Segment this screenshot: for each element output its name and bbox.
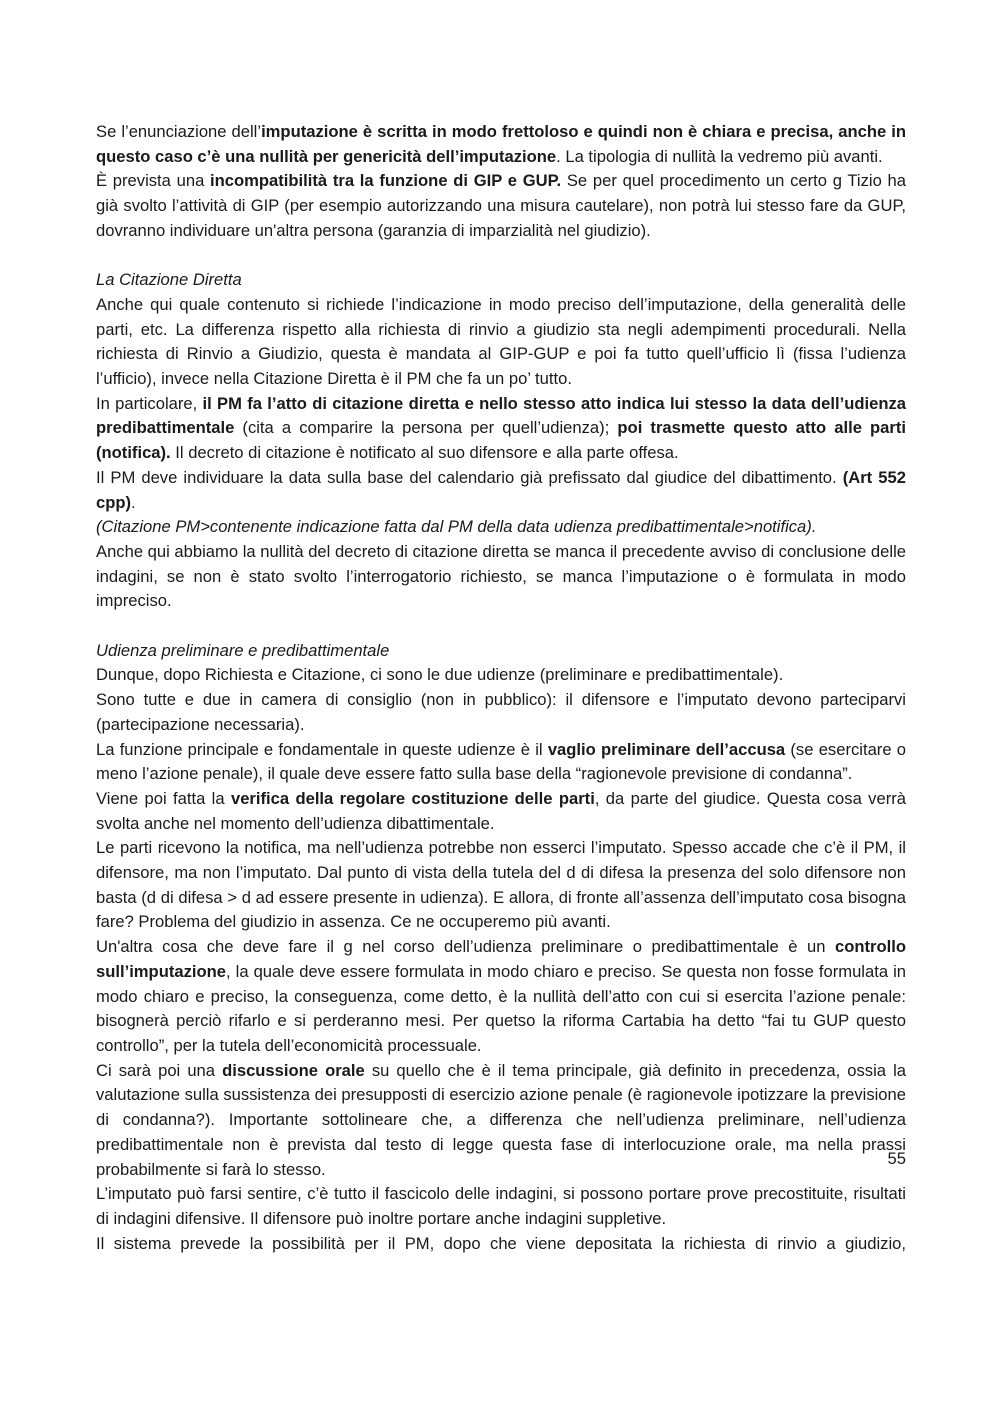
paragraph-vaglio-accusa: La funzione principale e fondamentale in queste udienze è il vaglio preliminare dell’accusa (se esercitare o meno l’azione penale), il quale deve essere fatto sulla base della “ragionevole previsione di condanna”. — [96, 739, 907, 784]
paragraph-controllo-imputazione: Un'altra cosa che deve fare il g nel corso dell’udienza preliminare o predibattimentale è un controllo sull’imputazione, la quale deve essere formulata in modo chiaro e preciso. Se questa non fosse formulata in modo chiaro e preciso, la conseguenza, come detto, è la nullità dell’atto con cui si esercita l’azione penale: bisognerà perciò rifarlo e si perderanno mesi. Per quetso la riforma Cartabia ha detto “fai tu GUP questo controllo”, per la tutela dell’economicità processuale. — [96, 937, 906, 1055]
spacer — [96, 614, 906, 639]
document-page — [96, 120, 906, 1256]
heading-citazione-diretta: La Citazione Diretta — [96, 270, 242, 290]
page-number: 55 — [887, 1149, 906, 1168]
paragraph-schema-citazione: (Citazione PM>contenente indicazione fatta dal PM della data udienza predibattimentale>notifica). — [96, 517, 817, 537]
paragraph-giudizio-assenza: Le parti ricevono la notifica, ma nell’udienza potrebbe non esserci l’imputato. Spesso accade che c’è il PM, il difensore, ma non l’imputato. Dal punto di vista della tutela del d di difesa la presenza del solo difensore non basta (d di difesa > d ad essere presente in udienza). E allora, di fronte all’assenza dell’imputato cosa bisogna fare? Problema del giudizio in assenza. Ce ne occuperemo più avanti. — [96, 838, 906, 932]
paragraph-citazione-pm: In particolare, il PM fa l’atto di citazione diretta e nello stesso atto indica lui stesso la data dell’udienza predibattimentale (cita a comparire la persona per quell’udienza); poi trasmette questo atto alle parti (notifica). Il decreto di citazione è notificato al suo difensore e alla parte offesa. — [96, 393, 906, 463]
paragraph-nullita-decreto: Anche qui abbiamo la nullità del decreto di citazione diretta se manca il precedente avviso di conclusione delle indagini, se non è stato svolto l’interrogatorio richiesto, se manca l’imputazione o è formulata in modo impreciso. — [96, 541, 906, 611]
paragraph-citazione-contenuto: Anche qui quale contenuto si richiede l’indicazione in modo preciso dell’imputazione, della generalità delle parti, etc. La differenza rispetto alla richiesta di rinvio a giudizio sta negli adempimenti procedurali. Nella richiesta di Rinvio a Giudizio, questa è mandata al GIP-GUP e poi fa tutto quell’ufficio lì (fissa l’udienza l’ufficio), invece nella Citazione Diretta è il PM che fa un po’ tutto. — [96, 294, 906, 389]
paragraph-discussione-orale: Ci sarà poi una discussione orale su quello che è il tema principale, già definito in precedenza, ossia la valutazione sulla sussistenza dei presupposti di esercizio azione penale (è ragionevole ipotizzare la previsione di condanna?). Importante sottolineare che, a differenza che nell’udienza preliminare, nell’udienza predibattimentale non è prevista dal testo di legge questa fase di interlocuzione orale, ma nella prassi probabilmente si farà lo stesso. — [96, 1060, 906, 1179]
paragraph-due-udienze: Dunque, dopo Richiesta e Citazione, ci sono le due udienze (preliminare e predibattimentale). — [96, 665, 784, 685]
heading-udienza-preliminare: Udienza preliminare e predibattimentale — [96, 640, 390, 660]
paragraph-imputazione: Se l’enunciazione dell’imputazione è scritta in modo frettoloso e quindi non è chiara e precisa, anche in questo caso c’è una nullità per genericità dell’imputazione. La tipologia di nullità la vedremo più avanti. — [96, 122, 906, 166]
paragraph-art-552: Il PM deve individuare la data sulla base del calendario già prefissato dal giudice del dibattimento. (Art 552 cpp). — [96, 467, 906, 512]
paragraph-verifica-parti: Viene poi fatta la verifica della regolare costituzione delle parti, da parte del giudice. Questa cosa verrà svolta anche nel momento dell’udienza dibattimentale. — [96, 788, 906, 833]
paragraph-sistema-pm: Il sistema prevede la possibilità per il PM, dopo che viene depositata la richiesta di rinvio a giudizio, — [96, 1233, 906, 1253]
spacer — [96, 244, 906, 269]
paragraph-camera-consiglio: Sono tutte e due in camera di consiglio (non in pubblico): il difensore e l’imputato devono parteciparvi (partecipazione necessaria). — [96, 690, 906, 734]
paragraph-incompatibilita: È prevista una incompatibilità tra la funzione di GIP e GUP. Se per quel procedimento un certo g Tizio ha già svolto l’attività di GIP (per esempio autorizzando una misura cautelare), non potrà lui stesso fare da GUP, dovranno individuare un'altra persona (garanzia di imparzialità nel giudizio). — [96, 171, 907, 240]
paragraph-imputato-sentire: L’imputato può farsi sentire, c’è tutto il fascicolo delle indagini, si possono portare prove precostituite, risultati di indagini difensive. Il difensore può inoltre portare anche indagini suppletive. — [96, 1184, 906, 1228]
